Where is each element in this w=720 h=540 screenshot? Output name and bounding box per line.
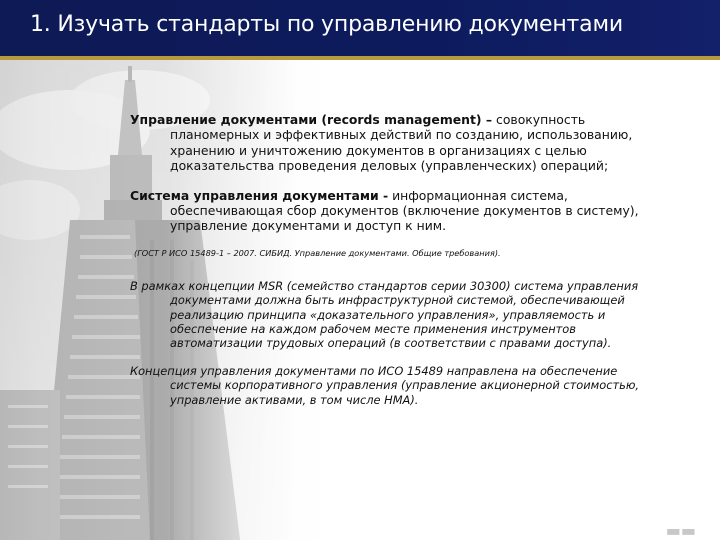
slide-title: 1. Изучать стандарты по управлению документами xyxy=(30,12,623,37)
title-underline xyxy=(0,56,720,60)
definition-records-management xyxy=(130,112,665,174)
iso-15489-paragraph: Концепция управления документами по ИСО 15489 направлена на обеспечение системы корпоративного управления (управление акционерной стоимостью, управление активами, в том числе НМА). xyxy=(130,363,640,407)
msr-concept-paragraph: В рамках концепции MSR (семейство стандартов серии 30300) система управления документами должна быть инфраструктурной системой, обеспечивающей реализацию принципа «доказательного управления», управляемость и обеспечение на каждом рабочем месте применения инструментов автоматизации трудовых операций (в соответствии с правами доступа). xyxy=(130,278,639,351)
term-records-management: Управление документами (records management) – xyxy=(130,112,493,127)
definition-records-system xyxy=(130,188,665,234)
definition-text: информационная система, обеспечивающая сбор документов (включение документов в систему), управление документами и доступ к ним. xyxy=(170,187,639,234)
slide-content xyxy=(130,112,665,420)
term-records-system: Система управления документами - xyxy=(130,187,389,203)
definition-text: совокупность планомерных и эффективных действий по созданию, использованию, хранению и уничтожению документов в организациях с целью доказательства проведения деловых (управленческих) операций; xyxy=(170,112,633,174)
standard-reference: (ГОСТ Р ИСО 15489-1 – 2007. СИБИД. Управление документами. Общие требования). xyxy=(134,247,501,258)
page-number-mark: ▬▬ xyxy=(665,521,696,540)
title-bar xyxy=(0,0,720,56)
